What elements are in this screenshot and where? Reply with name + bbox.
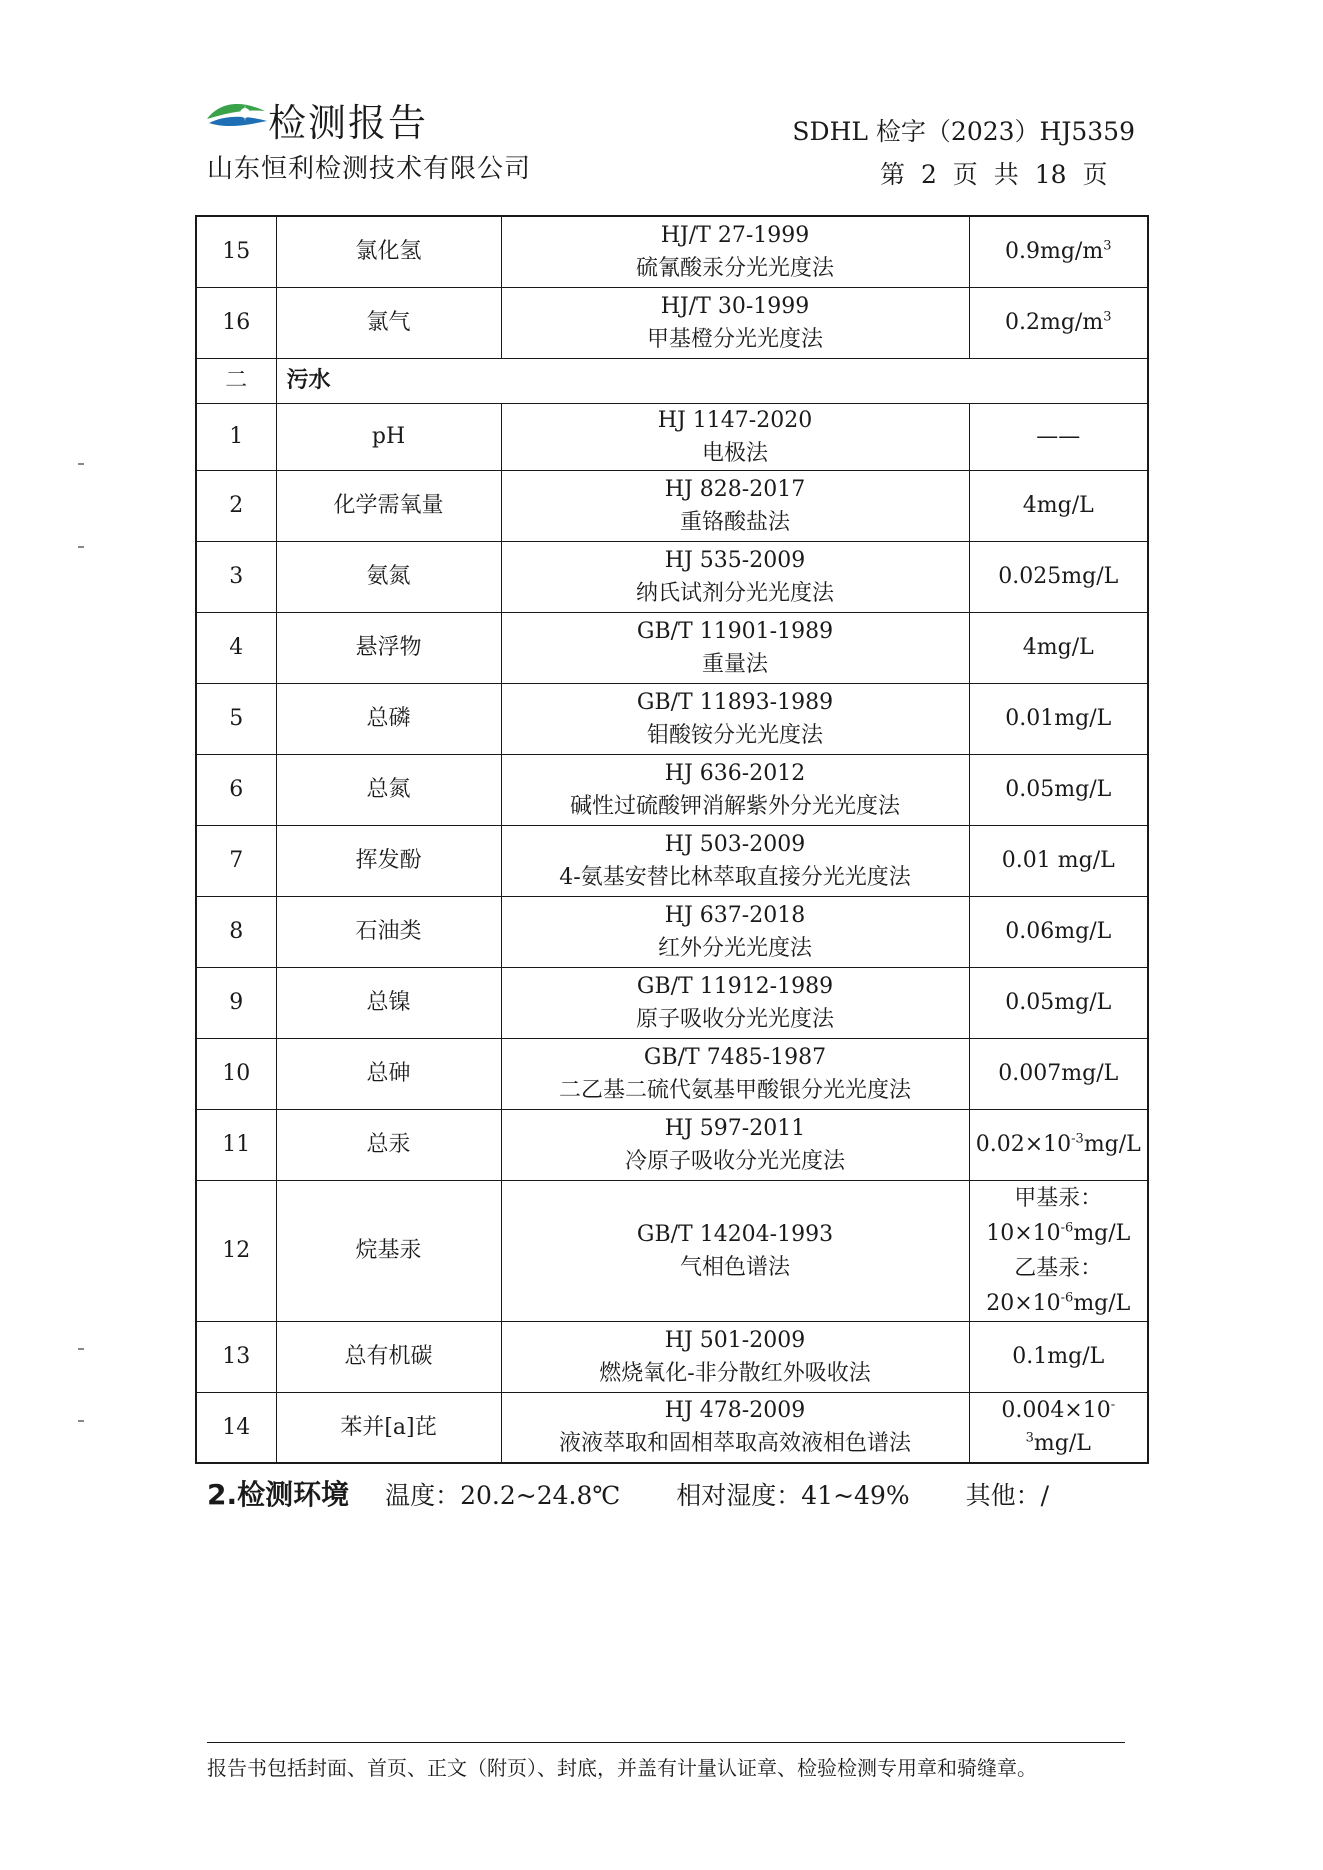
- row-number: 14: [196, 1392, 276, 1463]
- limit-value: 0.2mg/m: [1005, 310, 1104, 335]
- section-title: 2.检测环境: [207, 1478, 350, 1511]
- method-name: 4-氨基安替比林萃取直接分光光度法: [559, 864, 911, 890]
- method-standard: HJ 597-2011: [664, 1115, 806, 1141]
- method-cell: [501, 470, 969, 541]
- row-number: 1: [196, 403, 276, 470]
- detection-limit: 0.025mg/L: [969, 541, 1148, 612]
- table-row: [196, 612, 1148, 683]
- method-name: 硫氰酸汞分光光度法: [635, 255, 834, 281]
- method-standard: GB/T 14204-1993: [636, 1221, 834, 1247]
- table-row: [196, 1321, 1148, 1392]
- method-name: 原子吸收分光光度法: [635, 1006, 834, 1032]
- row-number: 11: [196, 1109, 276, 1180]
- method-standard: HJ 637-2018: [664, 902, 806, 928]
- item-name: 总有机碳: [276, 1321, 501, 1392]
- detection-limit: 4mg/L: [969, 612, 1148, 683]
- other-conditions: 其他：/: [965, 1481, 1049, 1510]
- margin-mark: [78, 546, 84, 548]
- row-number: 7: [196, 825, 276, 896]
- limit-line: [974, 1216, 1144, 1251]
- method-standard: HJ 501-2009: [664, 1327, 806, 1353]
- limit-line: 甲基汞：: [1014, 1185, 1103, 1211]
- item-name: 总氮: [276, 754, 501, 825]
- method-cell: [501, 1109, 969, 1180]
- method-standard: GB/T 11912-1989: [636, 973, 834, 999]
- row-number: 3: [196, 541, 276, 612]
- item-name: 氨氮: [276, 541, 501, 612]
- method-name: 冷原子吸收分光光度法: [624, 1148, 845, 1174]
- table-row: [196, 754, 1148, 825]
- table-row: [196, 967, 1148, 1038]
- method-cell: [501, 825, 969, 896]
- footer-note: 报告书包括封面、首页、正文（附页）、封底，并盖有计量认证章、检验检测专用章和骑缝章。: [207, 1756, 1037, 1780]
- row-number: 15: [196, 216, 276, 287]
- page-number: 第 2 页 共 18 页: [880, 160, 1108, 189]
- margin-mark: [78, 1420, 84, 1422]
- row-number: 2: [196, 470, 276, 541]
- table-row: [196, 1038, 1148, 1109]
- method-standard: HJ 1147-2020: [657, 407, 813, 433]
- method-cell: [501, 1180, 969, 1321]
- item-name: 总汞: [276, 1109, 501, 1180]
- method-cell: [501, 216, 969, 287]
- item-name: 总镍: [276, 967, 501, 1038]
- detection-limit: [969, 1180, 1148, 1321]
- method-standard: HJ/T 27-1999: [660, 222, 810, 248]
- table-row: [196, 1392, 1148, 1463]
- row-number: 5: [196, 683, 276, 754]
- limit-superscript: -6: [1060, 1220, 1074, 1236]
- method-standard: HJ 828-2017: [664, 476, 806, 502]
- row-number: 12: [196, 1180, 276, 1321]
- detection-method-table: [195, 215, 1149, 1464]
- method-name: 碱性过硫酸钾消解紫外分光光度法: [569, 793, 900, 819]
- method-name: 纳氏试剂分光光度法: [635, 580, 834, 606]
- limit-value: 10×10: [986, 1220, 1061, 1246]
- item-name: 氯气: [276, 287, 501, 358]
- detection-limit: 0.01mg/L: [969, 683, 1148, 754]
- section-row: [196, 358, 1148, 403]
- table-row: [196, 896, 1148, 967]
- method-cell: [501, 612, 969, 683]
- limit-superscript: -3: [1025, 1397, 1116, 1446]
- method-standard: HJ/T 30-1999: [660, 293, 810, 319]
- item-name: 石油类: [276, 896, 501, 967]
- method-standard: HJ 503-2009: [664, 831, 806, 857]
- table-row: [196, 403, 1148, 470]
- row-number: 6: [196, 754, 276, 825]
- limit-value: 0.004×10: [1001, 1398, 1111, 1424]
- detection-limit: ——: [969, 403, 1148, 470]
- footer-divider: [207, 1742, 1125, 1743]
- method-name: 液液萃取和固相萃取高效液相色谱法: [558, 1431, 911, 1457]
- method-standard: HJ 478-2009: [664, 1398, 806, 1424]
- method-standard: GB/T 7485-1987: [643, 1044, 827, 1070]
- method-name: 重量法: [701, 651, 768, 677]
- detection-limit: [969, 216, 1148, 287]
- limit-superscript: 3: [1103, 309, 1112, 325]
- limit-superscript: -3: [1071, 1131, 1084, 1147]
- detection-limit: [969, 287, 1148, 358]
- report-title: 检测报告: [268, 101, 429, 145]
- limit-unit: mg/L: [1073, 1220, 1131, 1246]
- detection-limit: 0.05mg/L: [969, 967, 1148, 1038]
- method-standard: HJ 636-2012: [664, 760, 806, 786]
- detection-environment: [207, 1473, 1097, 1513]
- row-number: 10: [196, 1038, 276, 1109]
- limit-value: 0.9mg/m: [1005, 239, 1104, 265]
- report-header: [0, 0, 1323, 210]
- method-cell: [501, 754, 969, 825]
- limit-unit: mg/L: [1033, 1431, 1091, 1457]
- detection-limit: 0.06mg/L: [969, 896, 1148, 967]
- detection-limit: [969, 1109, 1148, 1180]
- method-name: 甲基橙分光光度法: [646, 326, 823, 352]
- margin-mark: [78, 463, 84, 465]
- row-number: 8: [196, 896, 276, 967]
- method-cell: [501, 683, 969, 754]
- table-row: [196, 1109, 1148, 1180]
- method-cell: [501, 287, 969, 358]
- row-number: 9: [196, 967, 276, 1038]
- method-name: 气相色谱法: [679, 1254, 790, 1280]
- section-label: 污水: [276, 358, 1148, 403]
- table-row: [196, 1180, 1148, 1321]
- item-name: 挥发酚: [276, 825, 501, 896]
- limit-line: [974, 1286, 1144, 1321]
- company-name: 山东恒利检测技术有限公司: [207, 154, 532, 184]
- method-standard: GB/T 11893-1989: [636, 689, 834, 715]
- method-name: 燃烧氧化-非分散红外吸收法: [599, 1360, 871, 1386]
- section-number: 二: [196, 358, 276, 403]
- item-name: 苯并[a]芘: [276, 1392, 501, 1463]
- detection-limit: [969, 1392, 1148, 1463]
- item-name: 烷基汞: [276, 1180, 501, 1321]
- item-name: 化学需氧量: [276, 470, 501, 541]
- table-row: [196, 541, 1148, 612]
- method-cell: [501, 541, 969, 612]
- report-number: SDHL 检字（2023）HJ5359: [792, 117, 1135, 146]
- item-name: pH: [276, 403, 501, 470]
- table-row: [196, 825, 1148, 896]
- item-name: 总磷: [276, 683, 501, 754]
- method-standard: GB/T 11901-1989: [636, 618, 834, 644]
- table-row: [196, 683, 1148, 754]
- table-row: [196, 216, 1148, 287]
- item-name: 总砷: [276, 1038, 501, 1109]
- method-cell: [501, 403, 969, 470]
- method-cell: [501, 896, 969, 967]
- margin-mark: [78, 1348, 84, 1350]
- item-name: 氯化氢: [276, 216, 501, 287]
- method-name: 二乙基二硫代氨基甲酸银分光光度法: [558, 1077, 911, 1103]
- method-standard: HJ 535-2009: [664, 547, 806, 573]
- method-cell: [501, 1038, 969, 1109]
- detection-limit: 0.007mg/L: [969, 1038, 1148, 1109]
- method-name: 电极法: [701, 440, 768, 466]
- row-number: 13: [196, 1321, 276, 1392]
- limit-unit: mg/L: [1083, 1132, 1141, 1157]
- limit-unit: mg/L: [1073, 1290, 1131, 1316]
- detection-limit: 4mg/L: [969, 470, 1148, 541]
- limit-line: 乙基汞：: [1014, 1255, 1103, 1281]
- detection-limit: 0.01 mg/L: [969, 825, 1148, 896]
- limit-value: 0.02×10: [975, 1132, 1072, 1157]
- limit-value: 20×10: [986, 1290, 1061, 1316]
- detection-limit: 0.05mg/L: [969, 754, 1148, 825]
- table-row: [196, 287, 1148, 358]
- row-number: 4: [196, 612, 276, 683]
- method-cell: [501, 967, 969, 1038]
- method-name: 钼酸铵分光光度法: [646, 722, 823, 748]
- method-name: 红外分光光度法: [657, 935, 812, 961]
- item-name: 悬浮物: [276, 612, 501, 683]
- limit-superscript: -6: [1060, 1290, 1074, 1306]
- limit-superscript: 3: [1103, 238, 1112, 254]
- method-name: 重铬酸盐法: [679, 509, 790, 535]
- humidity: 相对湿度：41~49%: [676, 1481, 910, 1510]
- temperature: 温度：20.2~24.8℃: [385, 1481, 621, 1510]
- row-number: 16: [196, 287, 276, 358]
- table-row: [196, 470, 1148, 541]
- company-logo-icon: [205, 93, 269, 133]
- method-cell: [501, 1392, 969, 1463]
- method-cell: [501, 1321, 969, 1392]
- detection-limit: 0.1mg/L: [969, 1321, 1148, 1392]
